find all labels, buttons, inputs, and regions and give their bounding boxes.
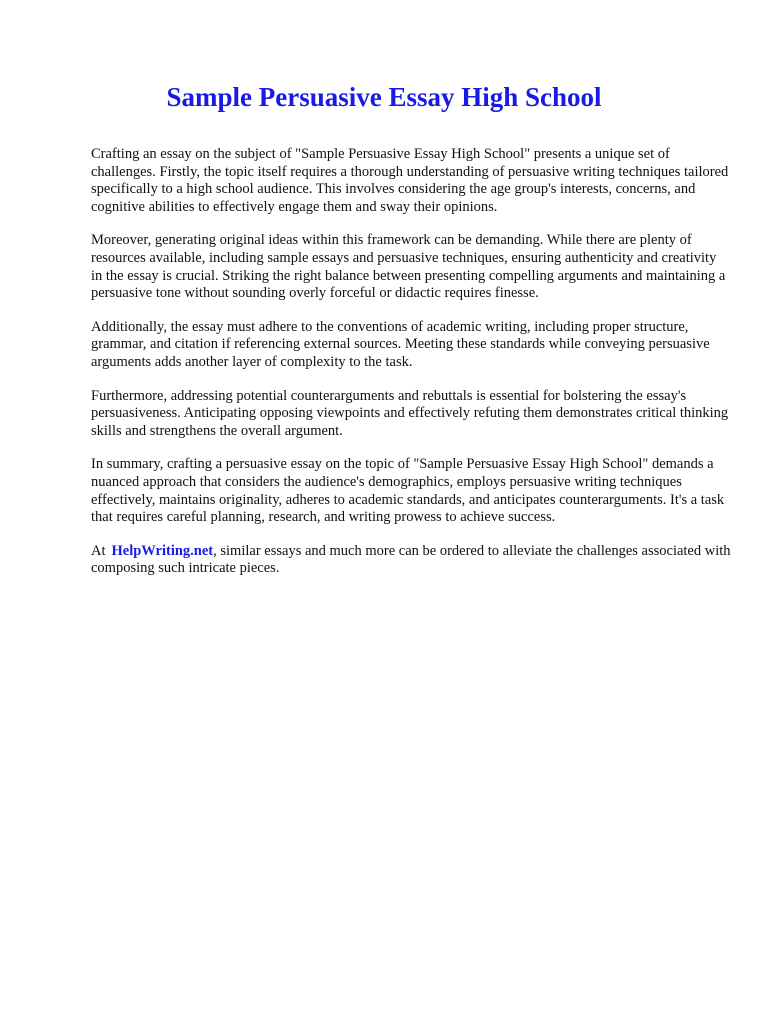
page-title: Sample Persuasive Essay High School [166,82,602,112]
helpwriting-link[interactable]: HelpWriting.net [111,542,214,559]
closing-paragraph [91,543,731,578]
paragraph-1: Crafting an essay on the subject of "Sample Persuasive Essay High School" presents a unique set of challenges. Firstly, the topic itself requires a thorough understanding of persuasive writing techniques tailored specifically to a high school audience. This involves considering the age group's interests, concerns, and cognitive abilities to effectively engage them and sway their opinions. [91,146,729,215]
paragraph-4: Furthermore, addressing potential counterarguments and rebuttals is essential for bolstering the essay's persuasiveness. Anticipating opposing viewpoints and effectively refuting them demonstrates critical thinking skills and strengthens the overall argument. [91,387,729,439]
paragraph-3: Additionally, the essay must adhere to the conventions of academic writing, including proper structure, grammar, and citation if referencing external sources. Meeting these standards while conveying persuasive arguments adds another layer of complexity to the task. [91,318,710,370]
closing-prefix: At [91,542,106,559]
paragraph-2: Moreover, generating original ideas within this framework can be demanding. While there are plenty of resources available, including sample essays and persuasive techniques, ensuring authenticity and creativity in the essay is crucial. Striking the right balance between presenting compelling arguments and maintaining a persuasive tone without sounding overly forceful or didactic requires finesse. [91,232,726,302]
paragraph-5: In summary, crafting a persuasive essay on the topic of "Sample Persuasive Essay High School" demands a nuanced approach that considers the audience's demographics, employs persuasive writing techniques effectively, maintains originality, adheres to academic standards, and anticipates counterarguments. It's a task that requires careful planning, research, and writing prowess to achieve success. [91,456,725,526]
essay-body [91,146,731,594]
closing-suffix: , similar essays and much more can be ordered to alleviate the challenges associated with composing such intricate pieces. [91,542,731,577]
